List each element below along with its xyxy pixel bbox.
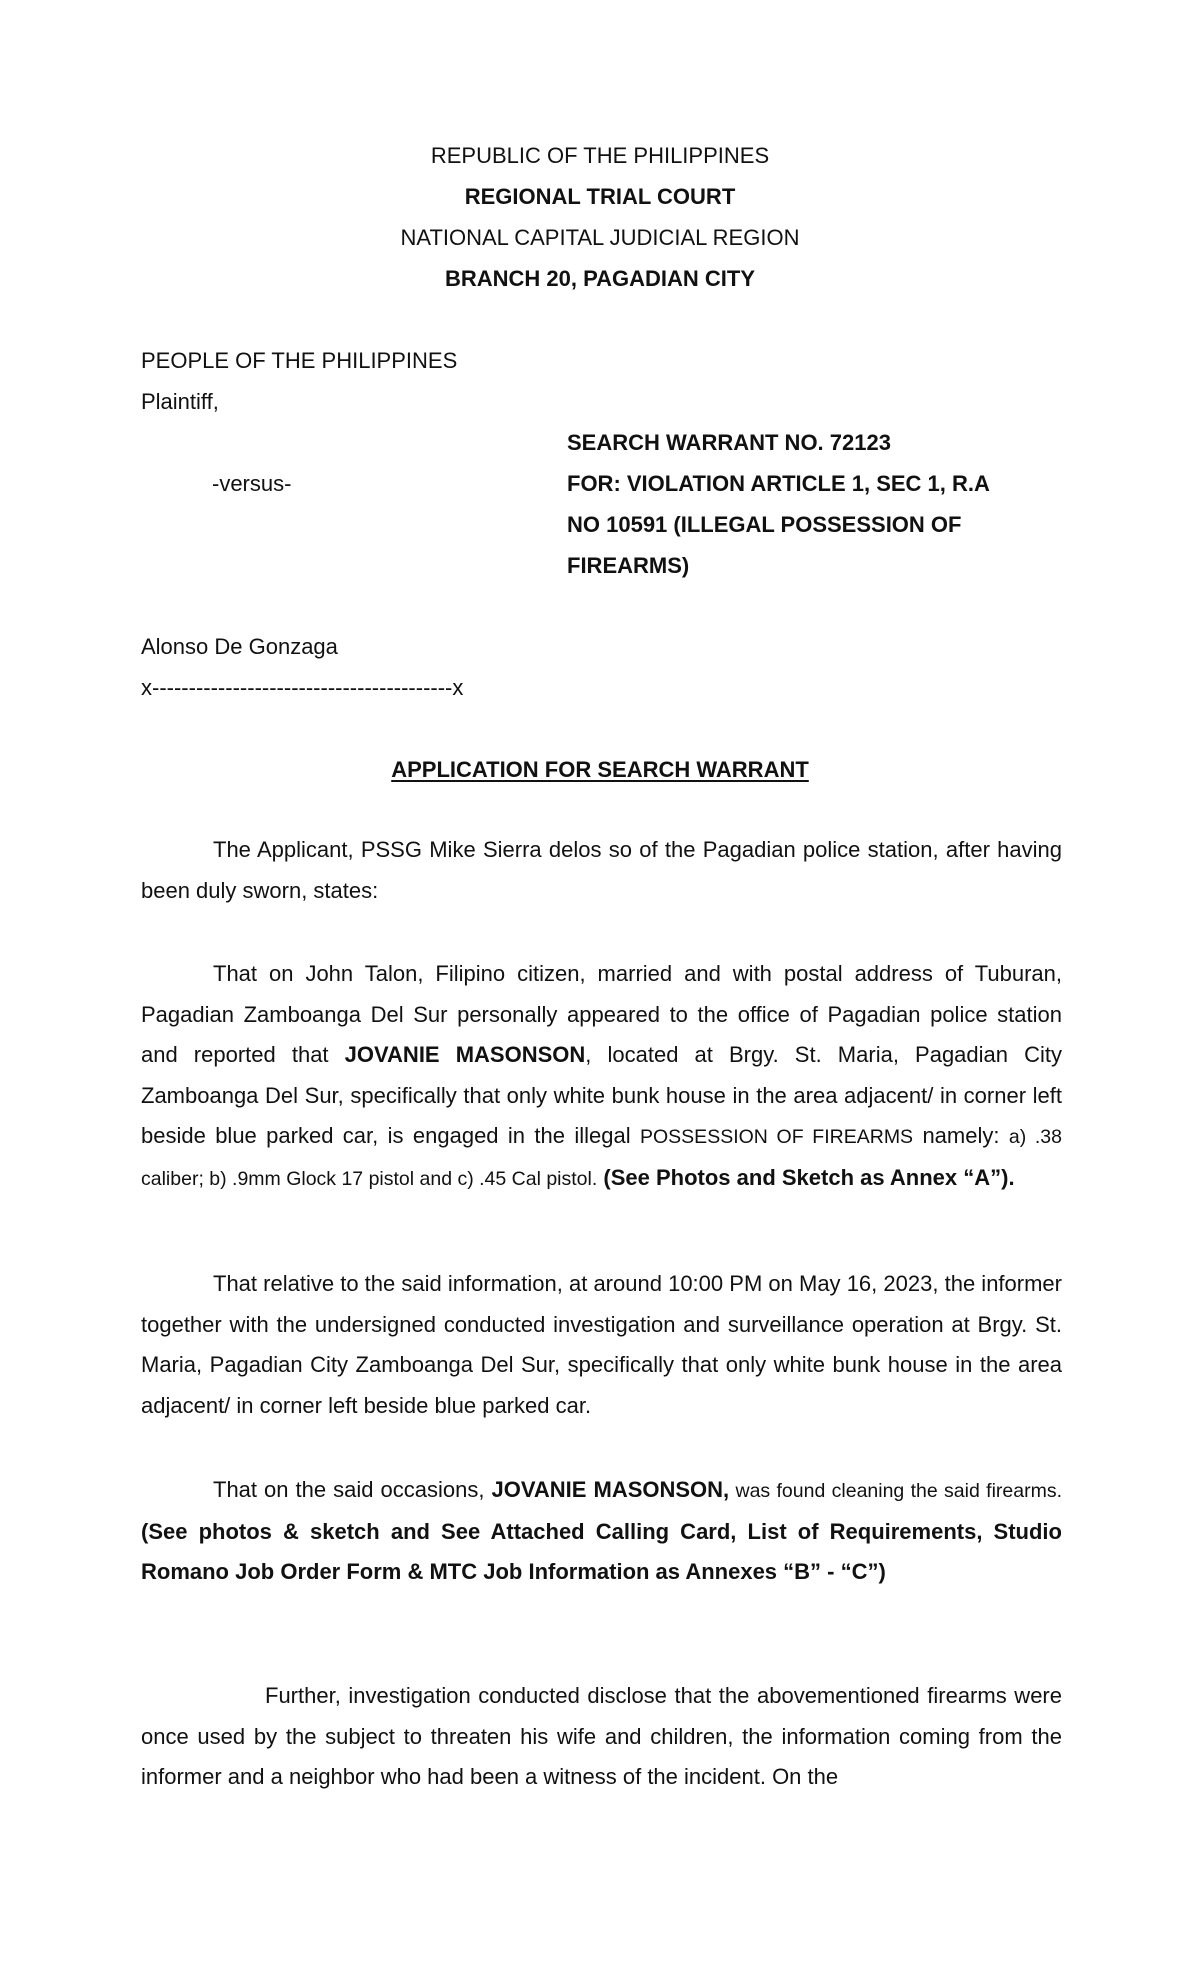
paragraph-surveillance [141, 1264, 1062, 1426]
header-court: REGIONAL TRIAL COURT [464, 184, 736, 209]
paragraph-text: was found cleaning the said firearms. [729, 1480, 1062, 1502]
charge-line-3: FIREARMS) [567, 553, 690, 578]
charge-line-2: NO 10591 (ILLEGAL POSSESSION OF [567, 512, 962, 537]
annex-a-reference: (See Photos and Sketch as Annex “A”). [597, 1164, 1015, 1190]
document-title: APPLICATION FOR SEARCH WARRANT [391, 757, 809, 782]
plaintiff-role: Plaintiff, [141, 389, 219, 414]
plaintiff-name: PEOPLE OF THE PHILIPPINES [141, 348, 458, 373]
paragraph-text: That on John Talon, Filipino citizen, married and with postal address of Tuburan, Pagadian Zamboanga Del Sur personally appeared to the office of Pagadian police station and reported that [141, 961, 1062, 1067]
paragraph-text: The Applicant, PSSG Mike Sierra delos so of the Pagadian police station, after having been duly sworn, states: [141, 837, 1062, 903]
firearms-list: a) .38 caliber; b) .9mm Glock 17 pistol and c) .45 Cal pistol. [141, 1126, 1062, 1190]
paragraph-occasion [141, 1470, 1062, 1593]
paragraph-text: namely: [913, 1123, 1009, 1148]
charge-line-1: FOR: VIOLATION ARTICLE 1, SEC 1, R.A [567, 471, 990, 496]
defendant-name: Alonso De Gonzaga [141, 634, 338, 659]
warrant-number: SEARCH WARRANT NO. 72123 [567, 430, 891, 455]
versus-label: -versus- [212, 471, 292, 496]
paragraph-text: That relative to the said information, at around 10:00 PM on May 16, 2023, the informer together with the undersigned conducted investigation and surveillance operation at Brgy. St. Maria, Pagadian City Zamboanga Del Sur, specifically that only white bunk house in the area adjacent/ in corner left beside blue parked car. [141, 1271, 1062, 1418]
paragraph-investigation [141, 1676, 1062, 1798]
paragraph-text: That on the said occasions, [213, 1477, 492, 1502]
paragraph-text: , located at Brgy. St. Maria, Pagadian City Zamboanga Del Sur, specifically that only white bunk house in the area adjacent/ in corner left beside blue parked car, is engaged in the illegal [141, 1042, 1062, 1148]
subject-name: JOVANIE MASONSON [344, 1042, 586, 1067]
subject-name: JOVANIE MASONSON, [491, 1477, 730, 1502]
header-republic: REPUBLIC OF THE PHILIPPINES [430, 143, 770, 168]
header-branch: BRANCH 20, PAGADIAN CITY [444, 266, 756, 291]
paragraph-report [141, 954, 1062, 1199]
annex-b-c-reference: (See photos & sketch and See Attached Calling Card, List of Requirements, Studio Romano Job Order Form & MTC Job Information as Annexes “B” - “C”) [141, 1518, 1062, 1584]
paragraph-text: Further, investigation conducted disclose that the abovementioned firearms were once used by the subject to threaten his wife and children, the information coming from the informer and a neighbor who had been a witness of the incident. On the [141, 1683, 1062, 1789]
header-region: NATIONAL CAPITAL JUDICIAL REGION [400, 225, 800, 250]
paragraph-applicant [141, 830, 1062, 911]
caption-divider: x-----------------------------------------x [141, 675, 464, 700]
offense-text: POSSESSION OF FIREARMS [640, 1126, 914, 1148]
